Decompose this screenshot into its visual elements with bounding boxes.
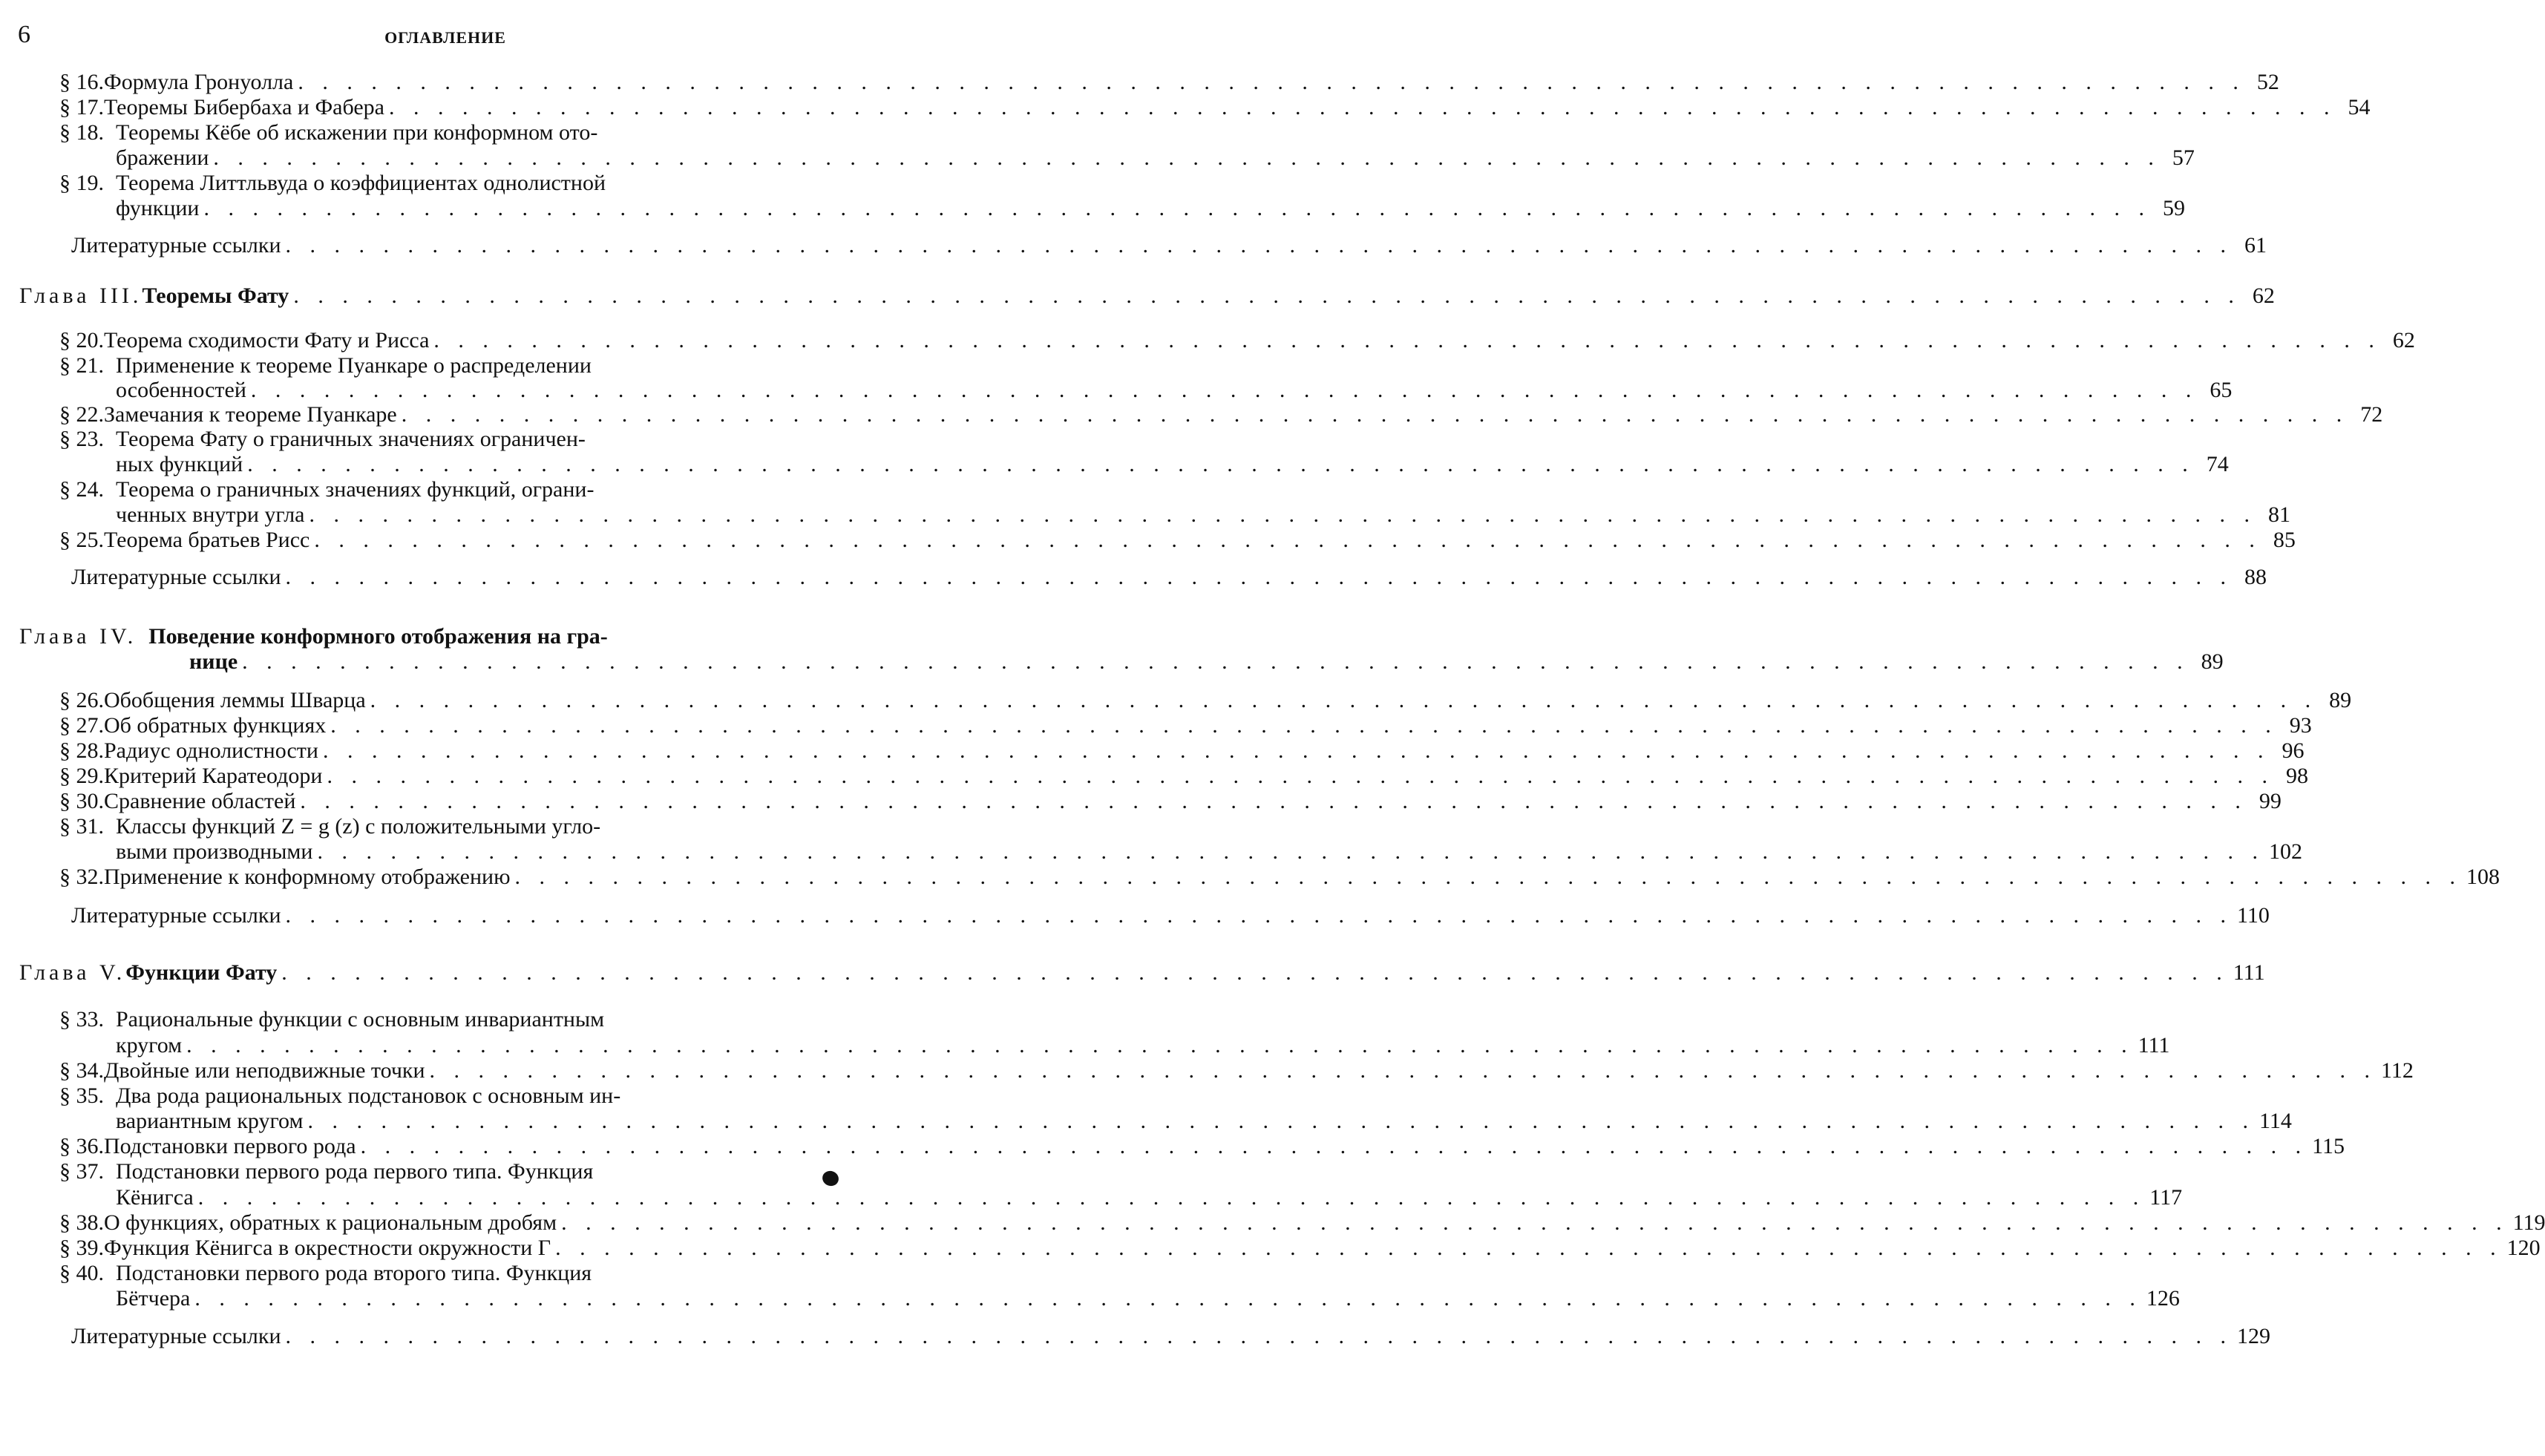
page-ref: 81 bbox=[2268, 502, 2290, 527]
toc-line bbox=[71, 565, 2267, 590]
toc-line bbox=[116, 378, 2233, 403]
dot-leader: . . . . . . . . . . . . . . . . . . . . . . . . . . . . . . . . . . . . . . . . . . . . . . . . . . . . . . . . . . . . . . . . . . . . . . . . . . . . . . . . bbox=[317, 839, 2264, 864]
toc-line bbox=[116, 839, 2302, 865]
dot-leader: . . . . . . . . . . . . . . . . . . . . . . . . . . . . . . . . . . . . . . . . . . . . . . . . . . . . . . . . . . . . . . . . . . . . . . . . . . . . . . . . bbox=[298, 70, 2245, 94]
section-number: § 32. bbox=[59, 865, 104, 889]
page-ref: 119 bbox=[2512, 1210, 2545, 1235]
page-ref: 72 bbox=[2360, 402, 2383, 427]
toc-line bbox=[116, 502, 2290, 528]
section-title-cont: ных функций bbox=[116, 452, 243, 476]
section-title: Применение к конформному отображению bbox=[104, 865, 511, 889]
dot-leader: . . . . . . . . . . . . . . . . . . . . . . . . . . . . . . . . . . . . . . . . . . . . . . . . . . . . . . . . . . . . . . . . . . . . . . . . . . . . . . . . bbox=[285, 233, 2233, 258]
page-ref: 98 bbox=[2285, 764, 2308, 788]
dot-leader: . . . . . . . . . . . . . . . . . . . . . . . . . . . . . . . . . . . . . . . . . . . . . . . . . . . . . . . . . . . . . . . . . . . . . . . . . . . . . . . . bbox=[555, 1236, 2503, 1260]
section-title: Функция Кёнигса в окрестности окружности Г bbox=[104, 1236, 551, 1260]
section-title: Теорема о граничных значениях функций, ограни- bbox=[116, 477, 595, 502]
toc-line bbox=[59, 1134, 2345, 1159]
dot-leader: . . . . . . . . . . . . . . . . . . . . . . . . . . . . . . . . . . . . . . . . . . . . . . . . . . . . . . . . . . . . . . . . . . . . . . . . . . . . . . . . bbox=[327, 764, 2274, 788]
toc-line bbox=[116, 145, 2195, 171]
section-number: § 29. bbox=[59, 764, 104, 788]
page-ref: 61 bbox=[2244, 233, 2267, 258]
toc-line bbox=[59, 1007, 744, 1032]
page-ref: 74 bbox=[2206, 452, 2229, 476]
references-label: Литературные ссылки bbox=[71, 565, 281, 589]
section-title-cont: вариантным кругом bbox=[116, 1109, 304, 1133]
section-title: Теоремы Кёбе об искажении при конформном ото- bbox=[116, 120, 598, 145]
section-title: Радиус однолистности bbox=[104, 738, 318, 763]
dot-leader: . . . . . . . . . . . . . . . . . . . . . . . . . . . . . . . . . . . . . . . . . . . . . . . . . . . . . . . . . . . . . . . . . . . . . . . . . . . . . . . . bbox=[514, 865, 2462, 889]
toc-line bbox=[71, 903, 2270, 928]
dot-leader: . . . . . . . . . . . . . . . . . . . . . . . . . . . . . . . . . . . . . . . . . . . . . . . . . . . . . . . . . . . . . . . . . . . . . . . . . . . . . . . . bbox=[285, 903, 2233, 928]
chapter-title: Теоремы Фату bbox=[142, 283, 289, 308]
section-number: § 30. bbox=[59, 789, 104, 813]
page-ref: 112 bbox=[2381, 1058, 2414, 1083]
toc-line bbox=[71, 1324, 2270, 1349]
section-title: Обобщения леммы Шварца bbox=[104, 688, 366, 712]
dot-leader: . . . . . . . . . . . . . . . . . . . . . . . . . . . . . . . . . . . . . . . . . . . . . . . . . . . . . . . . . . . . . . . . . . . . . . . . . . . . . . . . bbox=[285, 1324, 2233, 1348]
dot-leader: . . . . . . . . . . . . . . . . . . . . . . . . . . . . . . . . . . . . . . . . . . . . . . . . . . . . . . . . . . . . . . . . . . . . . . . . . . . . . . . . bbox=[330, 713, 2278, 738]
toc-line bbox=[59, 70, 2279, 95]
toc-line bbox=[59, 477, 744, 502]
dot-leader: . . . . . . . . . . . . . . . . . . . . . . . . . . . . . . . . . . . . . . . . . . . . . . . . . . . . . . . . . . . . . . . . . . . . . . . . . . . . . . . . bbox=[197, 1185, 2146, 1210]
dot-leader: . . . . . . . . . . . . . . . . . . . . . . . . . . . . . . . . . . . . . . . . . . . . . . . . . . . . . . . . . . . . . . . . . . . . . . . . . . . . . . . . bbox=[213, 145, 2161, 170]
dot-leader: . . . . . . . . . . . . . . . . . . . . . . . . . . . . . . . . . . . . . . . . . . . . . . . . . . . . . . . . . . . . . . . . . . . . . . . . . . . . . . . . bbox=[322, 738, 2270, 763]
section-number: § 27. bbox=[59, 713, 104, 738]
toc-line bbox=[71, 233, 2267, 258]
dot-leader: . . . . . . . . . . . . . . . . . . . . . . . . . . . . . . . . . . . . . . . . . . . . . . . . . . . . . . . . . . . . . . . . . . . . . . . . . . . . . . . . bbox=[247, 452, 2195, 476]
page-ref: 111 bbox=[2138, 1033, 2170, 1057]
section-title: О функциях, обратных к рациональным дробям bbox=[104, 1210, 557, 1235]
toc-line bbox=[19, 283, 2275, 309]
page-ref: 89 bbox=[2329, 688, 2352, 712]
toc-line bbox=[116, 1033, 2170, 1058]
page-ref: 110 bbox=[2237, 903, 2270, 928]
toc-line bbox=[116, 452, 2229, 477]
chapter-label: Глава V. bbox=[19, 960, 126, 985]
section-title: Подстановки первого рода второго типа. Функция bbox=[116, 1261, 592, 1285]
section-title: Формула Гронуолла bbox=[104, 70, 294, 94]
page-ref: 52 bbox=[2256, 70, 2279, 94]
toc-line bbox=[19, 624, 744, 649]
section-title: Два рода рациональных подстановок с основным ин- bbox=[116, 1083, 621, 1108]
section-title: Двойные или неподвижные точки bbox=[104, 1058, 425, 1083]
toc-line bbox=[116, 196, 2185, 221]
page-ref: 120 bbox=[2506, 1236, 2541, 1260]
page-ref: 54 bbox=[2348, 95, 2371, 119]
dot-leader: . . . . . . . . . . . . . . . . . . . . . . . . . . . . . . . . . . . . . . . . . . . . . . . . . . . . . . . . . . . . . . . . . . . . . . . . . . . . . . . . bbox=[250, 378, 2198, 402]
toc-line bbox=[59, 95, 2371, 120]
running-head: ОГЛАВЛЕНИЕ bbox=[384, 28, 506, 47]
toc-line bbox=[59, 120, 744, 145]
dot-leader: . . . . . . . . . . . . . . . . . . . . . . . . . . . . . . . . . . . . . . . . . . . . . . . . . . . . . . . . . . . . . . . . . . . . . . . . . . . . . . . . bbox=[300, 789, 2247, 813]
section-number: § 22. bbox=[59, 402, 104, 427]
dot-leader: . . . . . . . . . . . . . . . . . . . . . . . . . . . . . . . . . . . . . . . . . . . . . . . . . . . . . . . . . . . . . . . . . . . . . . . . . . . . . . . . bbox=[293, 283, 2241, 308]
toc-line bbox=[59, 713, 2312, 738]
dot-leader: . . . . . . . . . . . . . . . . . . . . . . . . . . . . . . . . . . . . . . . . . . . . . . . . . . . . . . . . . . . . . . . . . . . . . . . . . . . . . . . . bbox=[561, 1210, 2509, 1235]
toc-line bbox=[59, 427, 744, 452]
page-ref: 93 bbox=[2289, 713, 2312, 738]
dot-leader: . . . . . . . . . . . . . . . . . . . . . . . . . . . . . . . . . . . . . . . . . . . . . . . . . . . . . . . . . . . . . . . . . . . . . . . . . . . . . . . . bbox=[203, 196, 2151, 220]
dot-leader: . . . . . . . . . . . . . . . . . . . . . . . . . . . . . . . . . . . . . . . . . . . . . . . . . . . . . . . . . . . . . . . . . . . . . . . . . . . . . . . . bbox=[389, 95, 2336, 119]
section-number: § 21. bbox=[59, 353, 104, 378]
toc-line bbox=[189, 649, 2224, 675]
dot-leader: . . . . . . . . . . . . . . . . . . . . . . . . . . . . . . . . . . . . . . . . . . . . . . . . . . . . . . . . . . . . . . . . . . . . . . . . . . . . . . . . bbox=[309, 502, 2256, 527]
section-title: Теорема сходимости Фату и Рисса bbox=[104, 328, 430, 352]
section-number: § 25. bbox=[59, 528, 104, 552]
section-number: § 17. bbox=[59, 95, 104, 119]
dot-leader: . . . . . . . . . . . . . . . . . . . . . . . . . . . . . . . . . . . . . . . . . . . . . . . . . . . . . . . . . . . . . . . . . . . . . . . . . . . . . . . . bbox=[314, 528, 2261, 552]
page-ref: 85 bbox=[2273, 528, 2296, 552]
section-title: Рациональные функции с основным инвариантным bbox=[116, 1007, 605, 1032]
dot-leader: . . . . . . . . . . . . . . . . . . . . . . . . . . . . . . . . . . . . . . . . . . . . . . . . . . . . . . . . . . . . . . . . . . . . . . . . . . . . . . . . bbox=[281, 960, 2229, 985]
page-ref: 115 bbox=[2312, 1134, 2345, 1158]
section-title-cont: Бётчера bbox=[116, 1286, 191, 1311]
page-ref: 102 bbox=[2268, 839, 2302, 864]
toc-line bbox=[116, 1109, 2292, 1134]
section-title: Теоремы Бибербаха и Фабера bbox=[104, 95, 384, 119]
toc-line bbox=[19, 960, 2265, 986]
page-ref: 114 bbox=[2259, 1109, 2292, 1133]
section-title-cont: особенностей bbox=[116, 378, 246, 402]
references-label: Литературные ссылки bbox=[71, 903, 281, 928]
section-title-cont: Кёнигса bbox=[116, 1185, 194, 1210]
toc-line bbox=[59, 328, 2415, 353]
toc-line bbox=[59, 688, 2352, 713]
toc-line bbox=[59, 1210, 2545, 1236]
dot-leader: . . . . . . . . . . . . . . . . . . . . . . . . . . . . . . . . . . . . . . . . . . . . . . . . . . . . . . . . . . . . . . . . . . . . . . . . . . . . . . . . bbox=[429, 1058, 2377, 1083]
section-title: Классы функций Z = g (z) с положительными угло- bbox=[116, 814, 601, 839]
page-ref: 57 bbox=[2172, 145, 2195, 170]
section-title: Теорема Литтльвуда о коэффициентах однолистной bbox=[116, 171, 606, 195]
section-number: § 16. bbox=[59, 70, 104, 94]
section-number: § 26. bbox=[59, 688, 104, 712]
section-title: Критерий Каратеодори bbox=[104, 764, 323, 788]
section-number: § 28. bbox=[59, 738, 104, 763]
section-number: § 20. bbox=[59, 328, 104, 352]
section-number: § 37. bbox=[59, 1159, 104, 1184]
section-title: Замечания к теореме Пуанкаре bbox=[104, 402, 397, 427]
section-number: § 35. bbox=[59, 1083, 104, 1108]
toc-line bbox=[59, 1261, 744, 1286]
section-number: § 23. bbox=[59, 427, 104, 451]
page-ref: 126 bbox=[2146, 1286, 2180, 1311]
section-number: § 36. bbox=[59, 1134, 104, 1158]
toc-line bbox=[59, 814, 744, 839]
page-ref: 96 bbox=[2282, 738, 2305, 763]
toc-line bbox=[59, 764, 2308, 789]
toc-line bbox=[59, 1159, 744, 1184]
section-number: § 18. bbox=[59, 120, 104, 145]
toc-line bbox=[59, 738, 2305, 764]
chapter-label: Глава III. bbox=[19, 283, 143, 308]
section-title: Теорема братьев Рисс bbox=[104, 528, 310, 552]
section-number: § 34. bbox=[59, 1058, 104, 1083]
chapter-title-cont: нице bbox=[189, 649, 238, 674]
section-title-cont: функции bbox=[116, 196, 200, 220]
toc-line bbox=[116, 1286, 2180, 1311]
section-number: § 39. bbox=[59, 1236, 104, 1260]
toc-line bbox=[59, 353, 744, 378]
dot-leader: . . . . . . . . . . . . . . . . . . . . . . . . . . . . . . . . . . . . . . . . . . . . . . . . . . . . . . . . . . . . . . . . . . . . . . . . . . . . . . . . bbox=[433, 328, 2381, 352]
section-title: Об обратных функциях bbox=[104, 713, 327, 738]
dot-leader: . . . . . . . . . . . . . . . . . . . . . . . . . . . . . . . . . . . . . . . . . . . . . . . . . . . . . . . . . . . . . . . . . . . . . . . . . . . . . . . . bbox=[370, 688, 2318, 712]
section-title-cont: выми производными bbox=[116, 839, 313, 864]
toc-line bbox=[59, 1058, 2414, 1083]
dot-leader: . . . . . . . . . . . . . . . . . . . . . . . . . . . . . . . . . . . . . . . . . . . . . . . . . . . . . . . . . . . . . . . . . . . . . . . . . . . . . . . . bbox=[186, 1033, 2134, 1057]
toc-line bbox=[59, 789, 2282, 814]
section-title: Применение к теореме Пуанкаре о распределении bbox=[116, 353, 592, 378]
toc-line bbox=[59, 865, 2500, 890]
page-ref: 62 bbox=[2252, 283, 2275, 308]
page-ref: 108 bbox=[2466, 865, 2500, 889]
section-title: Теорема Фату о граничных значениях ограничен- bbox=[116, 427, 586, 451]
section-number: § 31. bbox=[59, 814, 104, 839]
section-title: Подстановки первого рода первого типа. Функция bbox=[116, 1159, 594, 1184]
chapter-title: Поведение конформного отображения на гра- bbox=[148, 624, 608, 649]
toc-line bbox=[116, 1185, 2183, 1210]
chapter-label: Глава IV. bbox=[19, 624, 137, 649]
dot-leader: . . . . . . . . . . . . . . . . . . . . . . . . . . . . . . . . . . . . . . . . . . . . . . . . . . . . . . . . . . . . . . . . . . . . . . . . . . . . . . . . bbox=[194, 1286, 2142, 1311]
toc-line bbox=[59, 528, 2296, 553]
section-title-cont: ченных внутри угла bbox=[116, 502, 305, 527]
page-ref: 62 bbox=[2392, 328, 2415, 352]
dot-leader: . . . . . . . . . . . . . . . . . . . . . . . . . . . . . . . . . . . . . . . . . . . . . . . . . . . . . . . . . . . . . . . . . . . . . . . . . . . . . . . . bbox=[307, 1109, 2255, 1133]
section-title-cont: бражении bbox=[116, 145, 209, 170]
page-ref: 111 bbox=[2233, 960, 2265, 985]
dot-leader: . . . . . . . . . . . . . . . . . . . . . . . . . . . . . . . . . . . . . . . . . . . . . . . . . . . . . . . . . . . . . . . . . . . . . . . . . . . . . . . . bbox=[242, 649, 2189, 674]
page-ref: 59 bbox=[2163, 196, 2185, 220]
chapter-title: Функции Фату bbox=[125, 960, 278, 985]
section-number: § 40. bbox=[59, 1261, 104, 1285]
dot-leader: . . . . . . . . . . . . . . . . . . . . . . . . . . . . . . . . . . . . . . . . . . . . . . . . . . . . . . . . . . . . . . . . . . . . . . . . . . . . . . . . bbox=[360, 1134, 2308, 1158]
page-ref: 65 bbox=[2210, 378, 2233, 402]
section-title: Подстановки первого рода bbox=[104, 1134, 356, 1158]
toc-line bbox=[59, 402, 2383, 427]
dot-leader: . . . . . . . . . . . . . . . . . . . . . . . . . . . . . . . . . . . . . . . . . . . . . . . . . . . . . . . . . . . . . . . . . . . . . . . . . . . . . . . . bbox=[285, 565, 2233, 589]
section-number: § 24. bbox=[59, 477, 104, 502]
section-title: Сравнение областей bbox=[104, 789, 296, 813]
section-number: § 33. bbox=[59, 1007, 104, 1032]
page-ref: 89 bbox=[2201, 649, 2224, 674]
toc-line bbox=[59, 1236, 2541, 1261]
dot-leader: . . . . . . . . . . . . . . . . . . . . . . . . . . . . . . . . . . . . . . . . . . . . . . . . . . . . . . . . . . . . . . . . . . . . . . . . . . . . . . . . bbox=[401, 402, 2349, 427]
toc-line bbox=[59, 1083, 744, 1109]
references-label: Литературные ссылки bbox=[71, 233, 281, 258]
section-number: § 19. bbox=[59, 171, 104, 195]
page-ref: 117 bbox=[2149, 1185, 2183, 1210]
section-title-cont: кругом bbox=[116, 1033, 183, 1057]
page-number: 6 bbox=[18, 21, 30, 48]
page-ref: 129 bbox=[2237, 1324, 2270, 1348]
page-ref: 88 bbox=[2244, 565, 2267, 589]
section-number: § 38. bbox=[59, 1210, 104, 1235]
references-label: Литературные ссылки bbox=[71, 1324, 281, 1348]
page-ref: 99 bbox=[2259, 789, 2282, 813]
toc-line bbox=[59, 171, 744, 196]
